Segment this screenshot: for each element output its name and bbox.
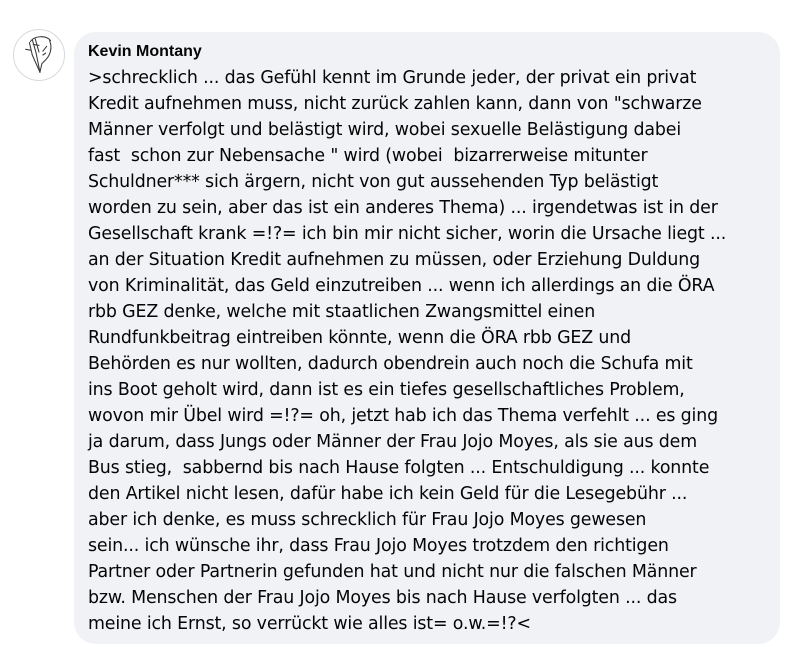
comment-line: den Artikel nicht lesen, dafür habe ich kein Geld für die Lesegebühr ... [88, 484, 688, 504]
comment-line: an der Situation Kredit aufnehmen zu müssen, oder Erziehung Duldung [88, 250, 700, 270]
avatar[interactable] [13, 29, 65, 81]
author-name[interactable]: Kevin Montany [88, 43, 202, 60]
comment-line: Partner oder Partnerin gefunden hat und nicht nur die falschen Männer [88, 562, 697, 582]
comment-line: Kredit aufnehmen muss, nicht zurück zahlen kann, dann von "schwarze [88, 94, 702, 114]
comment-line: von Kriminalität, das Geld einzutreiben ... wenn ich allerdings an die ÖRA [88, 276, 715, 296]
comment-line: wovon mir Übel wird =!?= oh, jetzt hab ich das Thema verfehlt ... es ging [88, 406, 718, 426]
comment-line: rbb GEZ denke, welche mit staatlichen Zwangsmittel einen [88, 302, 596, 322]
comment-line: bzw. Menschen der Frau Jojo Moyes bis nach Hause verfolgten ... das [88, 588, 677, 608]
comment-line: Schuldner*** sich ärgern, nicht von gut aussehenden Typ belästigt [88, 172, 659, 192]
comment-line: Gesellschaft krank =!?= ich bin mir nicht sicher, worin die Ursache liegt ... [88, 224, 727, 244]
comment-line: sein... ich wünsche ihr, dass Frau Jojo Moyes trotzdem den richtigen [88, 536, 669, 556]
comment-line: Männer verfolgt und belästigt wird, wobei sexuelle Belästigung dabei [88, 120, 681, 140]
comment-line: ja darum, dass Jungs oder Männer der Frau Jojo Moyes, als sie aus dem [88, 432, 697, 452]
comment-bubble [74, 32, 780, 644]
sketch-portrait-icon [14, 30, 64, 80]
comment-line: Behörden es nur wollten, dadurch obendrein auch noch die Schufa mit [88, 354, 693, 374]
comment-line: Rundfunkbeitrag eintreiben könnte, wenn die ÖRA rbb GEZ und [88, 328, 632, 348]
comment-line: ins Boot geholt wird, dann ist es ein tiefes gesellschaftliches Problem, [88, 380, 685, 400]
comment-line: meine ich Ernst, so verrückt wie alles ist= o.w.=!?< [88, 614, 531, 634]
comment-line: worden zu sein, aber das ist ein anderes Thema) ... irgendetwas ist in der [88, 198, 718, 218]
comment-line: >schrecklich ... das Gefühl kennt im Grunde jeder, der privat ein privat [88, 68, 697, 88]
comment-line: aber ich denke, es muss schrecklich für Frau Jojo Moyes gewesen [88, 510, 647, 530]
comment-line: Bus stieg, sabbernd bis nach Hause folgten ... Entschuldigung ... konnte [88, 458, 710, 478]
comment-text [88, 65, 766, 637]
comment-line: fast schon zur Nebensache " wird (wobei bizarrerweise mitunter [88, 146, 648, 166]
